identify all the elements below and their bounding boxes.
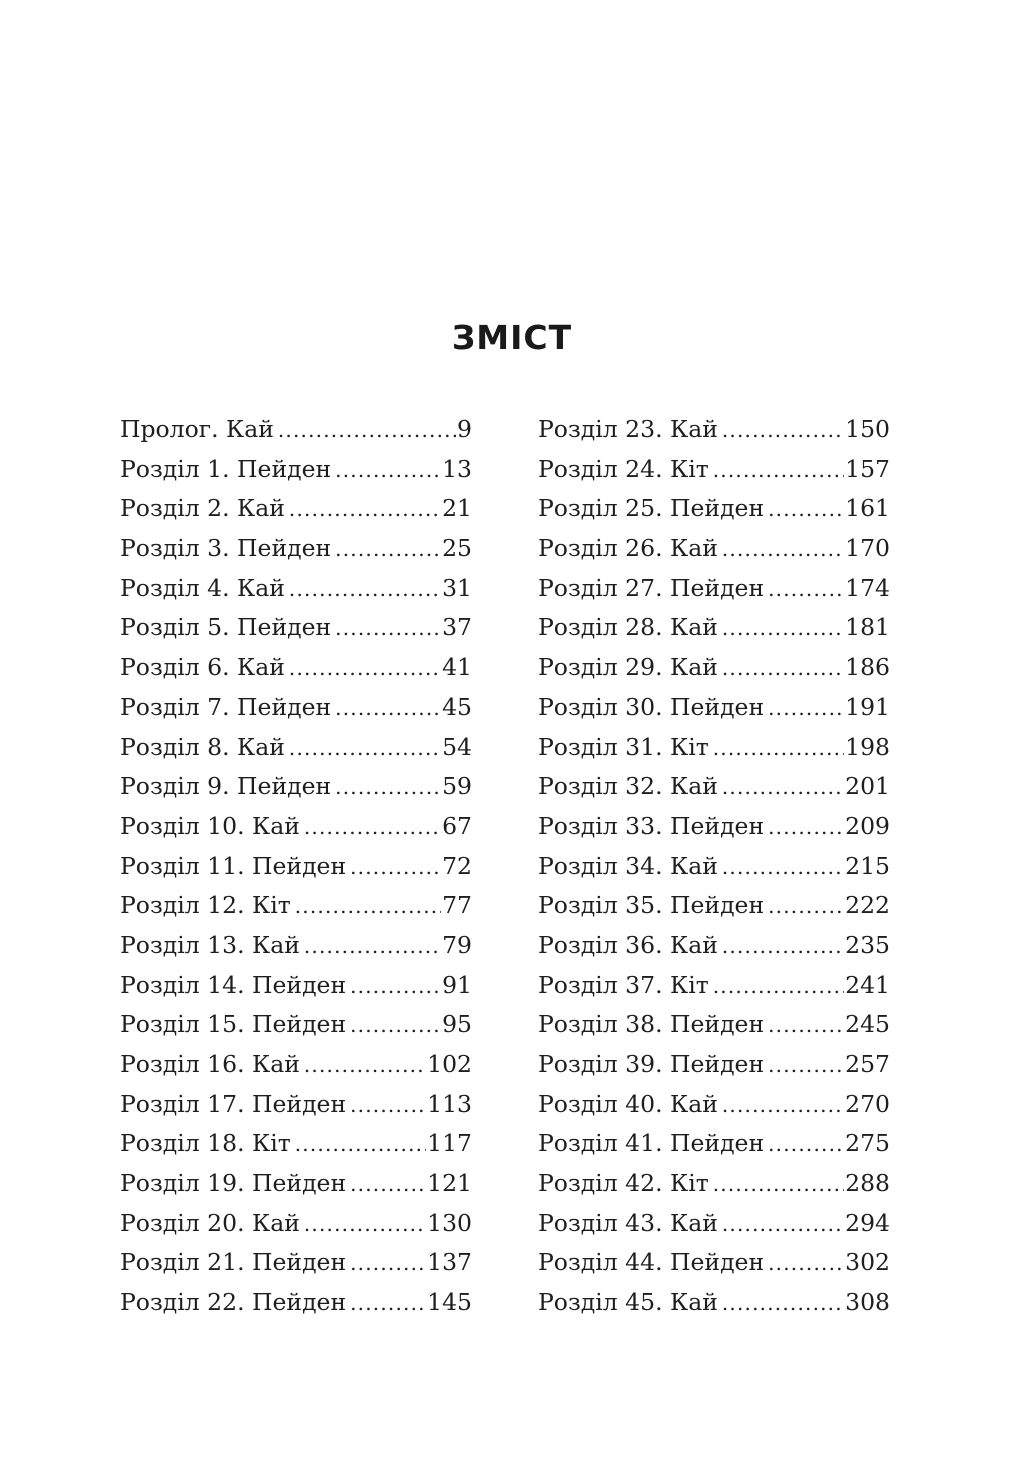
dot-leader bbox=[289, 490, 441, 530]
dot-leader bbox=[304, 1205, 426, 1245]
toc-entry-label: Розділ 41. Пейден bbox=[538, 1129, 765, 1158]
dot-leader bbox=[722, 1205, 844, 1245]
toc-entry-page: 145 bbox=[427, 1288, 472, 1317]
toc-entry-label: Розділ 20. Кай bbox=[120, 1208, 300, 1237]
toc-entry-page: 186 bbox=[845, 653, 890, 682]
toc-entry-label: Розділ 36. Кай bbox=[538, 930, 718, 959]
dot-leader bbox=[278, 411, 456, 451]
toc-entry-label: Розділ 25. Пейден bbox=[538, 494, 765, 523]
dot-leader bbox=[722, 1086, 844, 1126]
toc-entry bbox=[120, 688, 472, 728]
dot-leader bbox=[335, 768, 441, 808]
toc-entry-label: Розділ 22. Пейден bbox=[120, 1288, 347, 1317]
toc-entry bbox=[120, 410, 472, 450]
toc-entry-page: 161 bbox=[845, 494, 890, 523]
toc-entry bbox=[538, 648, 890, 688]
toc-entry bbox=[538, 1085, 890, 1125]
toc-entry-label: Розділ 16. Кай bbox=[120, 1050, 300, 1078]
toc-entry bbox=[538, 1283, 890, 1323]
dot-leader bbox=[350, 1244, 426, 1284]
toc-entry-label: Розділ 38. Пейден bbox=[538, 1010, 765, 1039]
dot-leader bbox=[722, 411, 844, 451]
toc-entry-page: 102 bbox=[427, 1050, 472, 1078]
toc-entry bbox=[120, 728, 472, 768]
toc-entry-page: 245 bbox=[845, 1010, 890, 1039]
dot-leader bbox=[304, 1046, 426, 1086]
dot-leader bbox=[722, 649, 844, 689]
toc-column-left bbox=[120, 410, 472, 1323]
toc-entry bbox=[538, 1045, 890, 1085]
toc-entry bbox=[120, 1005, 472, 1045]
toc-entry-label: Розділ 11. Пейден bbox=[120, 851, 347, 880]
toc-entry-label: Розділ 7. Пейден bbox=[120, 692, 332, 721]
dot-leader bbox=[722, 1284, 844, 1324]
dot-leader bbox=[722, 609, 844, 649]
toc-entry-page: 150 bbox=[845, 415, 890, 443]
dot-leader bbox=[768, 808, 844, 848]
dot-leader bbox=[295, 887, 441, 927]
toc-entry-page: 9 bbox=[457, 415, 472, 443]
dot-leader bbox=[335, 451, 441, 491]
toc-entry bbox=[120, 608, 472, 648]
toc-entry-label: Розділ 12. Кіт bbox=[120, 891, 291, 920]
dot-leader bbox=[335, 609, 441, 649]
toc-entry bbox=[120, 489, 472, 529]
dot-leader bbox=[713, 967, 844, 1007]
toc-entry-label: Розділ 17. Пейден bbox=[120, 1089, 347, 1118]
toc-entry-label: Розділ 21. Пейден bbox=[120, 1248, 347, 1277]
toc-entry bbox=[120, 1204, 472, 1244]
toc-entry bbox=[538, 1243, 890, 1283]
dot-leader bbox=[335, 530, 441, 570]
toc-entry-page: 174 bbox=[845, 573, 890, 602]
toc-entry bbox=[538, 569, 890, 609]
dot-leader bbox=[768, 570, 844, 610]
toc-entry-page: 302 bbox=[845, 1248, 890, 1277]
toc-entry-page: 294 bbox=[845, 1208, 890, 1237]
toc-entry-label: Розділ 28. Кай bbox=[538, 613, 718, 642]
dot-leader bbox=[335, 689, 441, 729]
toc-entry-page: 31 bbox=[442, 573, 472, 602]
toc-entry bbox=[120, 1085, 472, 1125]
dot-leader bbox=[722, 927, 844, 967]
dot-leader bbox=[350, 1006, 441, 1046]
dot-leader bbox=[350, 848, 441, 888]
toc-entry-page: 201 bbox=[845, 772, 890, 801]
dot-leader bbox=[768, 1046, 844, 1086]
toc-entry-label: Розділ 44. Пейден bbox=[538, 1248, 765, 1277]
toc-entry-label: Розділ 15. Пейден bbox=[120, 1010, 347, 1039]
toc-entry-label: Розділ 1. Пейден bbox=[120, 454, 332, 483]
toc-entry-label: Розділ 42. Кіт bbox=[538, 1169, 709, 1198]
toc-entry bbox=[120, 1283, 472, 1323]
toc-entry-label: Розділ 40. Кай bbox=[538, 1089, 718, 1118]
dot-leader bbox=[768, 689, 844, 729]
toc-entry bbox=[538, 886, 890, 926]
toc-entry-label: Розділ 13. Кай bbox=[120, 930, 300, 959]
toc-entry bbox=[120, 926, 472, 966]
toc-entry bbox=[538, 926, 890, 966]
toc-entry bbox=[538, 1124, 890, 1164]
dot-leader bbox=[768, 887, 844, 927]
toc-entry-page: 181 bbox=[845, 613, 890, 642]
toc-entry-label: Розділ 6. Кай bbox=[120, 653, 285, 682]
toc-entry-page: 37 bbox=[442, 613, 472, 642]
toc-entry-label: Розділ 19. Пейден bbox=[120, 1169, 347, 1198]
toc-entry-page: 275 bbox=[845, 1129, 890, 1158]
toc-entry-page: 235 bbox=[845, 930, 890, 959]
toc-entry-page: 72 bbox=[442, 851, 472, 880]
dot-leader bbox=[304, 927, 441, 967]
toc-entry-page: 54 bbox=[442, 732, 472, 761]
toc-entry bbox=[538, 728, 890, 768]
dot-leader bbox=[295, 1125, 426, 1165]
toc-entry-label: Розділ 4. Кай bbox=[120, 573, 285, 602]
dot-leader bbox=[722, 530, 844, 570]
toc-entry-label: Розділ 24. Кіт bbox=[538, 454, 709, 483]
dot-leader bbox=[289, 570, 441, 610]
toc-entry-label: Розділ 33. Пейден bbox=[538, 811, 765, 840]
dot-leader bbox=[350, 1086, 426, 1126]
toc-entry bbox=[538, 410, 890, 450]
toc-entry-label: Розділ 34. Кай bbox=[538, 851, 718, 880]
dot-leader bbox=[713, 729, 844, 769]
toc-entry-label: Розділ 14. Пейден bbox=[120, 970, 347, 999]
toc-entry-page: 21 bbox=[442, 494, 472, 523]
toc-entry-page: 191 bbox=[845, 692, 890, 721]
dot-leader bbox=[350, 1284, 426, 1324]
toc-entry-label: Розділ 2. Кай bbox=[120, 494, 285, 523]
toc-entry-page: 222 bbox=[845, 891, 890, 920]
toc-entry bbox=[120, 807, 472, 847]
toc-entry bbox=[120, 886, 472, 926]
dot-leader bbox=[722, 768, 844, 808]
toc-entry bbox=[538, 1204, 890, 1244]
toc-entry-label: Розділ 8. Кай bbox=[120, 732, 285, 761]
dot-leader bbox=[289, 729, 441, 769]
toc-entry-page: 95 bbox=[442, 1010, 472, 1039]
toc-entry-label: Розділ 32. Кай bbox=[538, 772, 718, 801]
toc-entry-page: 257 bbox=[845, 1050, 890, 1078]
toc-entry-page: 41 bbox=[442, 653, 472, 682]
toc-entry bbox=[538, 489, 890, 529]
toc-entry bbox=[120, 1243, 472, 1283]
toc-entry-label: Розділ 35. Пейден bbox=[538, 891, 765, 920]
toc-entry-label: Розділ 29. Кай bbox=[538, 653, 718, 682]
toc-entry-page: 45 bbox=[442, 692, 472, 721]
toc-entry bbox=[120, 569, 472, 609]
toc-entry-label: Розділ 45. Кай bbox=[538, 1288, 718, 1317]
toc-entry-label: Розділ 37. Кіт bbox=[538, 970, 709, 999]
toc-entry-label: Розділ 5. Пейден bbox=[120, 613, 332, 642]
toc-entry-label: Розділ 9. Пейден bbox=[120, 772, 332, 801]
toc-entry-page: 157 bbox=[845, 454, 890, 483]
toc-entry-page: 113 bbox=[427, 1089, 472, 1118]
toc-entry-page: 59 bbox=[442, 772, 472, 801]
toc-entry-page: 288 bbox=[845, 1169, 890, 1198]
toc-entry bbox=[538, 767, 890, 807]
toc-entry bbox=[538, 450, 890, 490]
toc-entry-page: 67 bbox=[442, 811, 472, 840]
toc-entry bbox=[120, 529, 472, 569]
toc-entry-page: 79 bbox=[442, 930, 472, 959]
toc-entry bbox=[538, 529, 890, 569]
toc-entry bbox=[120, 1164, 472, 1204]
toc-entry bbox=[538, 1164, 890, 1204]
toc-entry-label: Розділ 39. Пейден bbox=[538, 1050, 765, 1078]
toc-entry-label: Розділ 10. Кай bbox=[120, 811, 300, 840]
dot-leader bbox=[713, 1165, 844, 1205]
toc-entry-page: 270 bbox=[845, 1089, 890, 1118]
dot-leader bbox=[713, 451, 844, 491]
toc-entry-page: 209 bbox=[845, 811, 890, 840]
toc-entry-page: 117 bbox=[427, 1129, 472, 1158]
toc-entry-page: 13 bbox=[442, 454, 472, 483]
dot-leader bbox=[768, 1244, 844, 1284]
dot-leader bbox=[350, 967, 441, 1007]
toc-entry-label: Розділ 3. Пейден bbox=[120, 534, 332, 563]
toc-entry-page: 198 bbox=[845, 732, 890, 761]
toc-entry bbox=[538, 608, 890, 648]
toc-entry-label: Розділ 18. Кіт bbox=[120, 1129, 291, 1158]
toc-entry bbox=[120, 450, 472, 490]
toc-entry-page: 25 bbox=[442, 534, 472, 563]
toc-entry bbox=[120, 847, 472, 887]
toc-entry bbox=[538, 807, 890, 847]
page-title: ЗМІСТ bbox=[451, 318, 573, 358]
toc-entry bbox=[120, 767, 472, 807]
toc-entry bbox=[120, 1045, 472, 1085]
toc-entry-page: 241 bbox=[845, 970, 890, 999]
toc-entry bbox=[538, 688, 890, 728]
toc-entry bbox=[538, 847, 890, 887]
toc-entry-label: Пролог. Кай bbox=[120, 415, 274, 443]
toc-entry bbox=[120, 648, 472, 688]
toc-entry-label: Розділ 26. Кай bbox=[538, 534, 718, 563]
toc-entry-page: 121 bbox=[427, 1169, 472, 1198]
toc-entry-label: Розділ 30. Пейден bbox=[538, 692, 765, 721]
toc-entry-label: Розділ 23. Кай bbox=[538, 415, 718, 443]
toc-entry-page: 308 bbox=[845, 1288, 890, 1317]
toc-entry-page: 215 bbox=[845, 851, 890, 880]
dot-leader bbox=[768, 1006, 844, 1046]
toc-entry bbox=[538, 1005, 890, 1045]
dot-leader bbox=[768, 490, 844, 530]
toc-entry bbox=[120, 966, 472, 1006]
toc-entry-page: 170 bbox=[845, 534, 890, 563]
dot-leader bbox=[722, 848, 844, 888]
dot-leader bbox=[304, 808, 441, 848]
toc-entry-page: 91 bbox=[442, 970, 472, 999]
toc-entry-label: Розділ 31. Кіт bbox=[538, 732, 709, 761]
dot-leader bbox=[289, 649, 441, 689]
toc-entry bbox=[120, 1124, 472, 1164]
toc-column-right bbox=[538, 410, 890, 1323]
toc-entry-page: 130 bbox=[427, 1208, 472, 1237]
toc-entry-label: Розділ 27. Пейден bbox=[538, 573, 765, 602]
toc-entry-page: 77 bbox=[442, 891, 472, 920]
dot-leader bbox=[350, 1165, 426, 1205]
dot-leader bbox=[768, 1125, 844, 1165]
toc-entry-page: 137 bbox=[427, 1248, 472, 1277]
toc-entry-label: Розділ 43. Кай bbox=[538, 1208, 718, 1237]
toc-entry bbox=[538, 966, 890, 1006]
